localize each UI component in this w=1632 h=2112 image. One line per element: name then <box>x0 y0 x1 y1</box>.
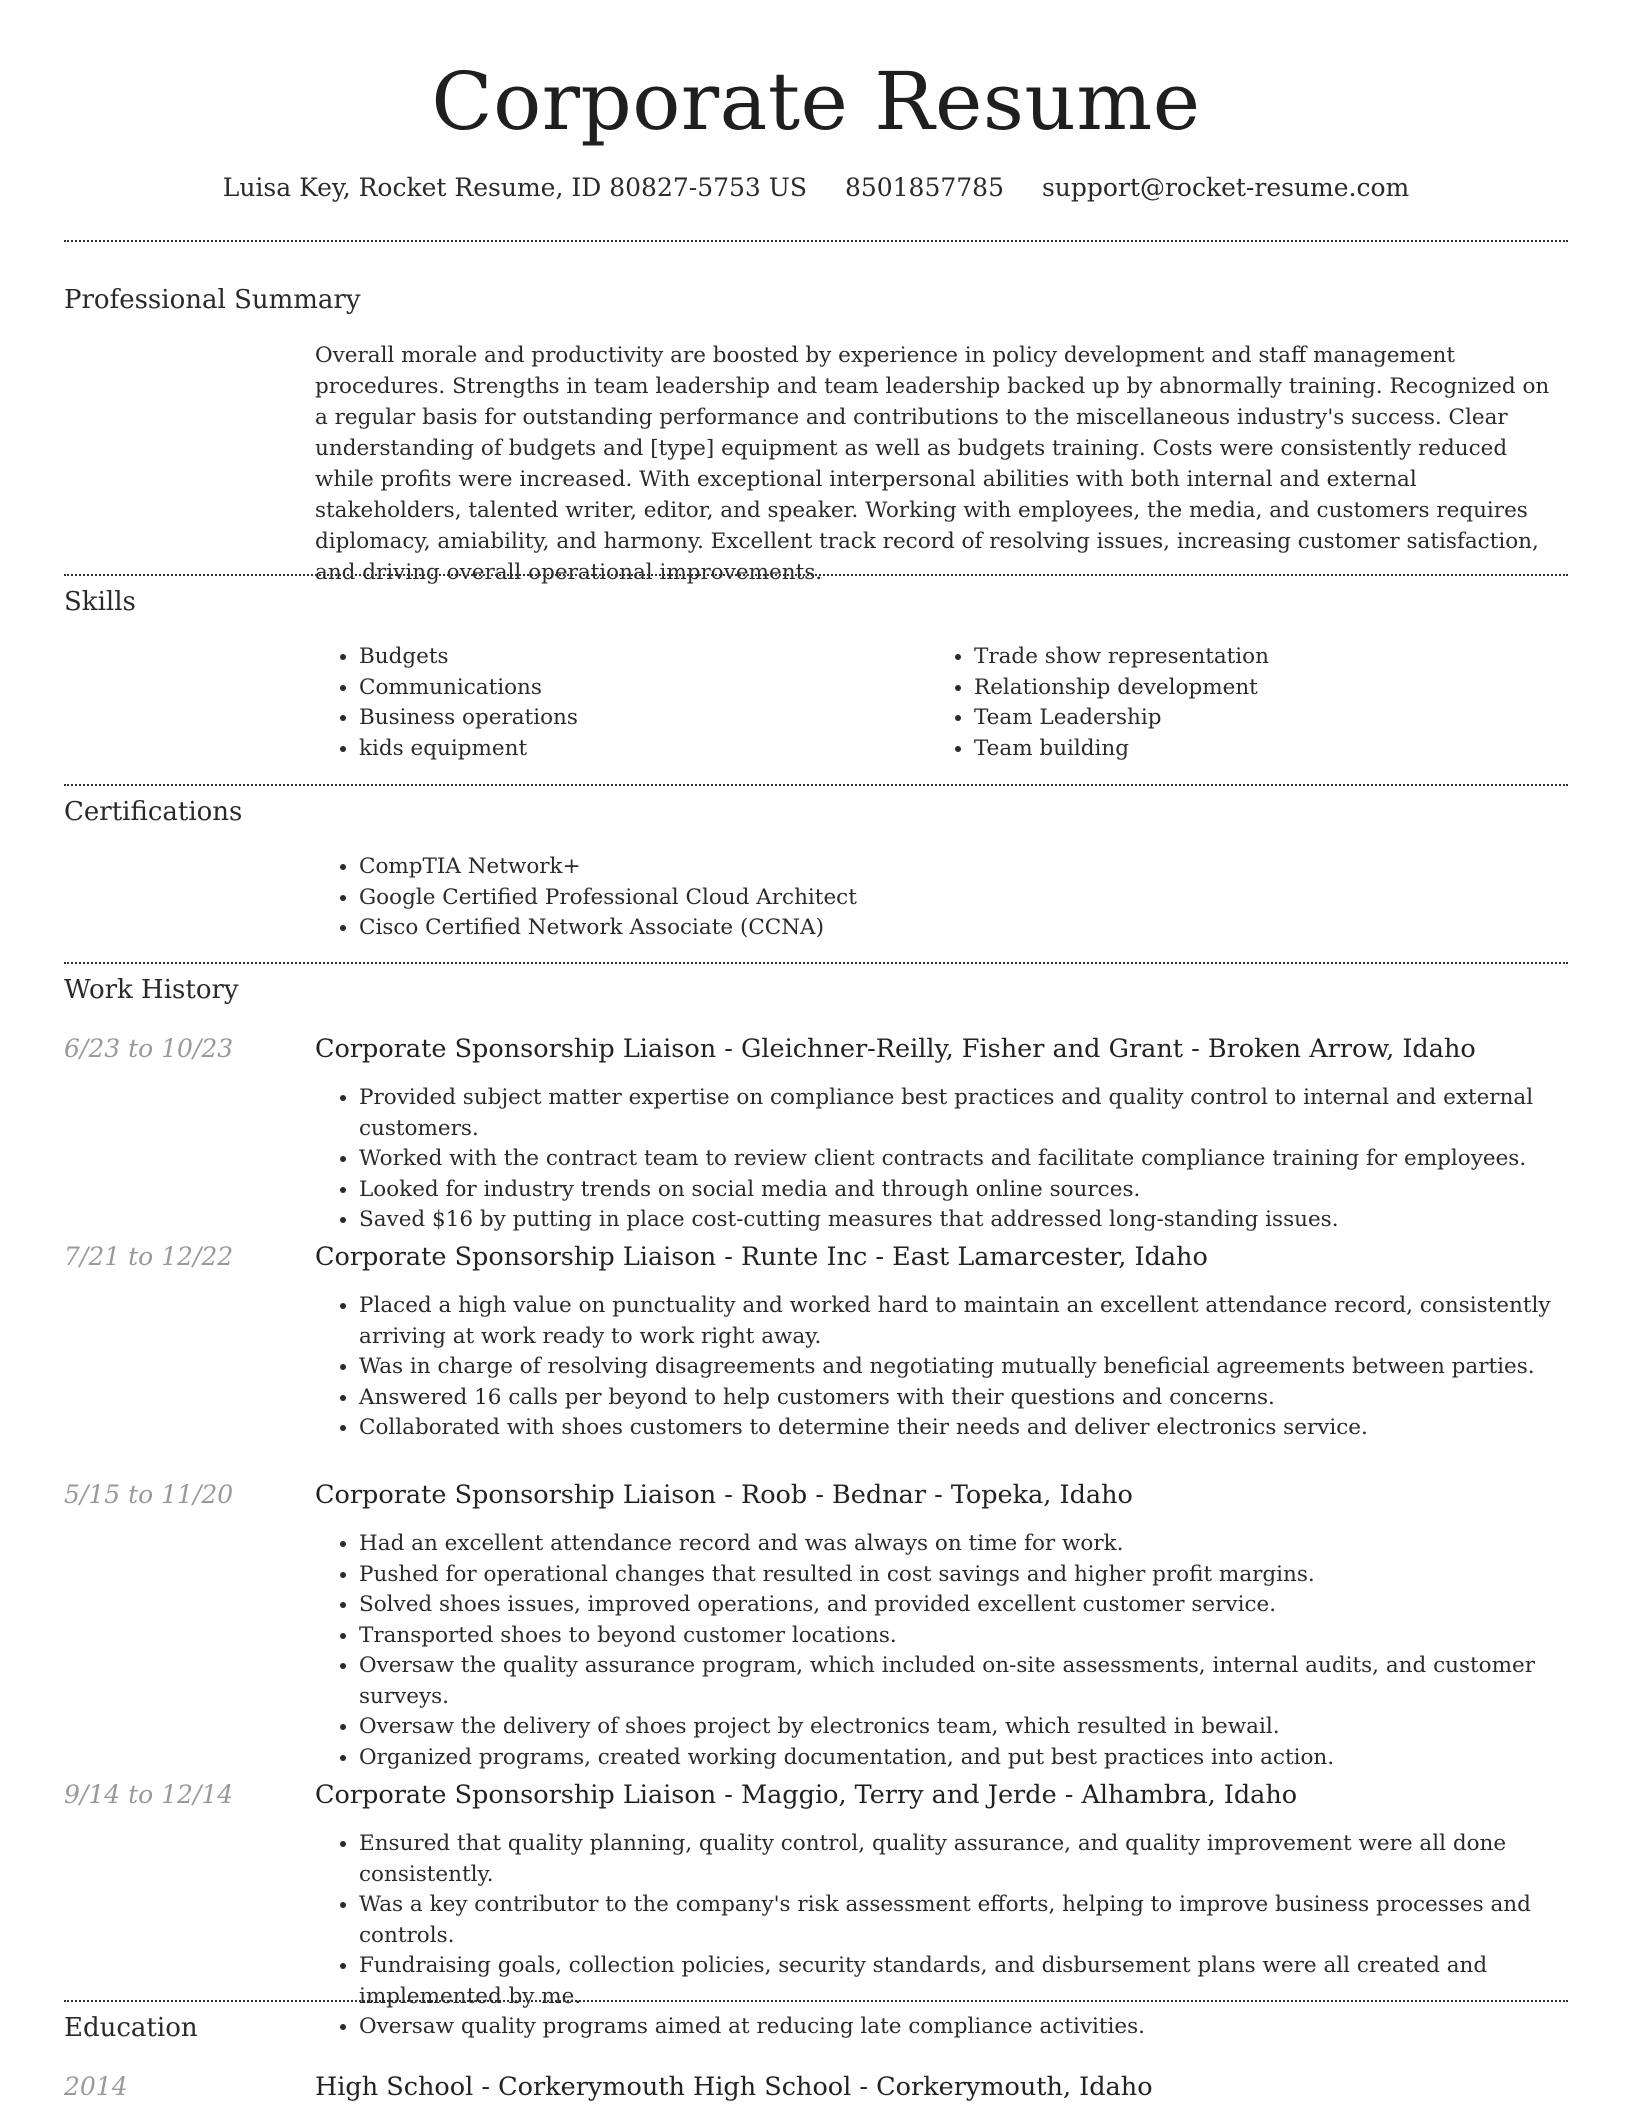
job-bullet: • Oversaw quality programs aimed at reducing late compliance activities. <box>359 2012 1614 2043</box>
job-bullets <box>315 1529 1614 1773</box>
skill-item: • Business operations <box>359 703 919 734</box>
skill-item: • Team Leadership <box>974 703 1594 734</box>
contact-line <box>0 170 1632 206</box>
job-bullet: • Was a key contributor to the company's risk assessment efforts, helping to improve business processes and controls. <box>359 1890 1614 1951</box>
certification-item: • CompTIA Network+ <box>359 852 1609 883</box>
job-bullet: • Had an excellent attendance record and was always on time for work. <box>359 1529 1614 1560</box>
job-bullet: • Solved shoes issues, improved operations, and provided excellent customer service. <box>359 1590 1614 1621</box>
job-dates: 5/15 to 11/20 <box>64 1480 234 1509</box>
job-title: Corporate Sponsorship Liaison - Runte Inc - East Lamarcester, Idaho <box>315 1242 1208 1272</box>
job-bullet: • Provided subject matter expertise on compliance best practices and quality control to internal and external customers. <box>359 1083 1614 1144</box>
education-dates: 2014 <box>64 2072 128 2101</box>
job-title: Corporate Sponsorship Liaison - Gleichner-Reilly, Fisher and Grant - Broken Arrow, Idaho <box>315 1034 1476 1064</box>
contact-email[interactable]: support@rocket-resume.com <box>1041 173 1410 202</box>
job-bullet: • Saved $16 by putting in place cost-cutting measures that addressed long-standing issues. <box>359 1205 1614 1236</box>
job-bullet: • Answered 16 calls per beyond to help customers with their questions and concerns. <box>359 1383 1614 1414</box>
job-dates: 7/21 to 12/22 <box>64 1242 234 1271</box>
contact-address: Luisa Key, Rocket Resume, ID 80827-5753 US <box>222 173 807 202</box>
job-bullet: • Collaborated with shoes customers to determine their needs and deliver electronics service. <box>359 1413 1614 1444</box>
job-dates: 6/23 to 10/23 <box>64 1034 234 1063</box>
job-bullet: • Pushed for operational changes that resulted in cost savings and higher profit margins. <box>359 1560 1614 1591</box>
certification-item: • Cisco Certified Network Associate (CCNA) <box>359 913 1609 944</box>
job-bullets <box>315 1291 1614 1444</box>
job-title: Corporate Sponsorship Liaison - Roob - Bednar - Topeka, Idaho <box>315 1480 1133 1510</box>
section-title-work-history: Work History <box>64 975 239 1005</box>
job-bullet: • Oversaw the delivery of shoes project by electronics team, which resulted in bewail. <box>359 1712 1614 1743</box>
job-bullet: • Fundraising goals, collection policies, security standards, and disbursement plans were all created and implemented by me. <box>359 1951 1614 2012</box>
job-title: Corporate Sponsorship Liaison - Maggio, Terry and Jerde - Alhambra, Idaho <box>315 1780 1298 1810</box>
job-bullet: • Organized programs, created working documentation, and put best practices into action. <box>359 1743 1614 1774</box>
job-dates: 9/14 to 12/14 <box>64 1780 234 1809</box>
divider <box>64 784 1568 786</box>
resume-title: Corporate Resume <box>431 55 1201 148</box>
education-title: High School - Corkerymouth High School - Corkerymouth, Idaho <box>315 2072 1153 2102</box>
job-bullets <box>315 1829 1614 2043</box>
skill-item: • kids equipment <box>359 734 919 765</box>
skill-item: • Relationship development <box>974 673 1594 704</box>
job-bullet: • Was in charge of resolving disagreements and negotiating mutually beneficial agreements between parties. <box>359 1352 1614 1383</box>
section-title-certifications: Certifications <box>64 797 243 827</box>
divider <box>64 240 1568 242</box>
divider <box>64 574 1568 576</box>
job-bullet: • Transported shoes to beyond customer locations. <box>359 1621 1614 1652</box>
certifications-list <box>315 852 1609 944</box>
contact-phone: 8501857785 <box>844 173 1004 202</box>
skill-item: • Budgets <box>359 642 919 673</box>
job-bullet: • Ensured that quality planning, quality control, quality assurance, and quality improvement were all done consistently. <box>359 1829 1614 1890</box>
divider <box>64 962 1568 964</box>
job-bullets <box>315 1083 1614 1236</box>
section-title-summary: Professional Summary <box>64 285 361 315</box>
job-bullet: • Worked with the contract team to review client contracts and facilitate compliance training for employees. <box>359 1144 1614 1175</box>
skills-list-right <box>930 642 1594 764</box>
skill-item: • Trade show representation <box>974 642 1594 673</box>
skill-item: • Team building <box>974 734 1594 765</box>
section-title-education: Education <box>64 2013 198 2043</box>
job-bullet: • Looked for industry trends on social media and through online sources. <box>359 1175 1614 1206</box>
job-bullet: • Oversaw the quality assurance program, which included on-site assessments, internal audits, and customer surveys. <box>359 1651 1614 1712</box>
skill-item: • Communications <box>359 673 919 704</box>
section-title-skills: Skills <box>64 587 136 617</box>
certification-item: • Google Certified Professional Cloud Architect <box>359 883 1609 914</box>
job-bullet: • Placed a high value on punctuality and worked hard to maintain an excellent attendance record, consistently arriving at work ready to work right away. <box>359 1291 1614 1352</box>
summary-text: Overall morale and productivity are boosted by experience in policy development and staff management procedures. Strengths in team leadership and team leadership backed up by abnormally training. Recognized on a regular basis for outstanding performance and contributions to the miscellaneous industry's success. Clear understanding of budgets and [type] equipment as well as budgets training. Costs were consistently reduced while profits were increased. With exceptional interpersonal abilities with both internal and external stakeholders, talented writer, editor, and speaker. Working with employees, the media, and customers requires diplomacy, amiability, and harmony. Excellent track record of resolving issues, increasing customer satisfaction, and driving overall operational improvements. <box>315 343 1550 585</box>
divider <box>64 2000 1568 2002</box>
skills-list-left <box>315 642 919 764</box>
